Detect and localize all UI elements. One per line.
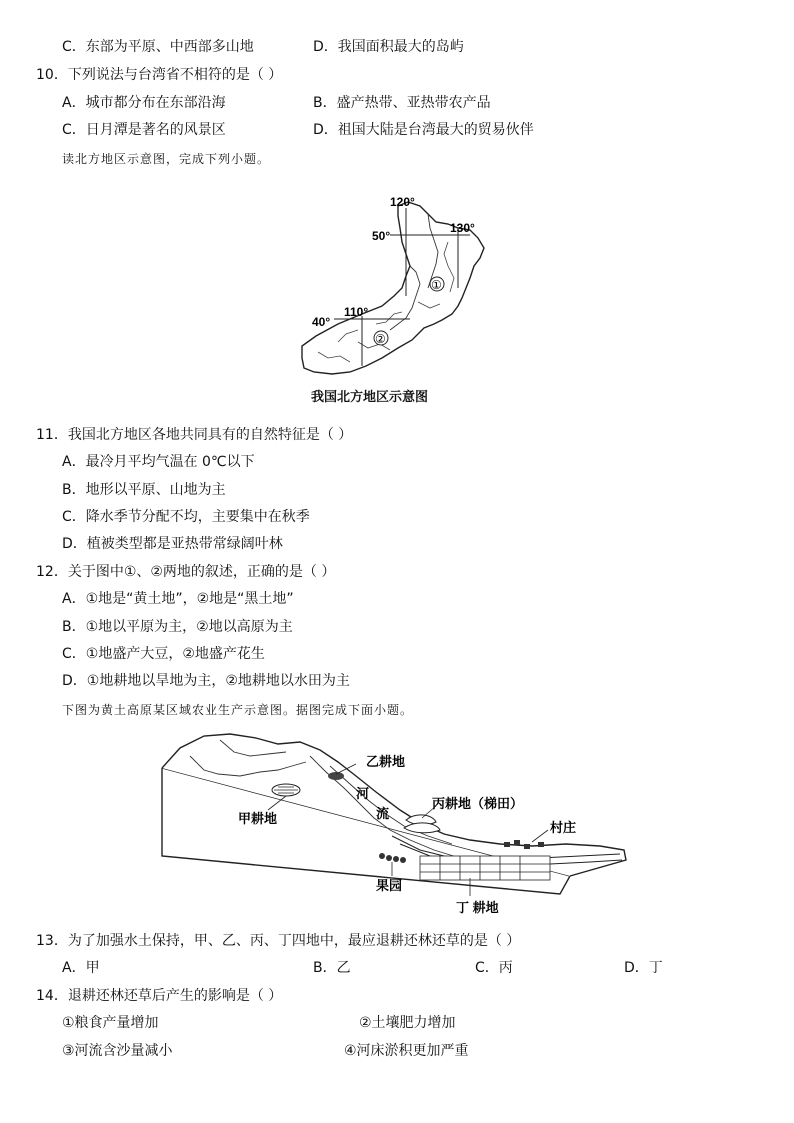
label-bing-field: 丙耕地（梯田） [432,796,524,811]
label-yi-field: 乙耕地 [366,754,406,769]
q13-option-b: B．乙 [313,960,351,976]
label-ding-field: 丁 耕地 [456,900,499,915]
q12-option-a: A．①地是“黄土地”，②地是“黑土地” [62,591,294,607]
label-region-1: ① [431,278,442,292]
label-region-2: ② [375,332,386,346]
q12-option-b: B．①地以平原为主，②地以高原为主 [62,619,293,635]
q10-option-c: C．日月潭是著名的风景区 [62,122,226,138]
q13-option-c: C．丙 [475,960,513,976]
q9-option-c: C．东部为平原、中西部多山地 [62,39,254,55]
q13-option-d: D．丁 [624,960,663,976]
loess-plateau-diagram [160,726,630,922]
label-lat-40: 40° [312,315,331,329]
q13-stem: 13．为了加强水土保持，甲、乙、丙、丁四地中，最应退耕还林还草的是（ ） [36,933,521,949]
q10-option-b: B．盛产热带、亚热带农产品 [313,95,491,111]
q9-option-d: D．我国面积最大的岛屿 [313,39,464,55]
intro-loess-diagram: 下图为黄土高原某区域农业生产示意图。据图完成下面小题。 [62,703,414,717]
label-lat-50: 50° [372,229,391,243]
map-caption: 我国北方地区示意图 [311,390,429,405]
q10-stem: 10．下列说法与台湾省不相符的是（ ） [36,67,283,83]
label-lon-120: 120° [390,195,415,209]
q14-stem: 14．退耕还林还草后产生的影响是（ ） [36,988,283,1004]
q12-stem: 12．关于图中①、②两地的叙述，正确的是（ ） [36,564,336,580]
label-river-liu: 流 [376,806,390,821]
label-lon-110: 110° [344,305,369,319]
q11-stem: 11．我国北方地区各地共同具有的自然特征是（ ） [36,427,353,443]
label-lon-130: 130° [450,221,475,235]
label-village: 村庄 [550,820,577,835]
north-china-map [298,192,498,382]
label-jia-field: 甲耕地 [238,811,278,826]
q11-option-b: B．地形以平原、山地为主 [62,482,226,498]
q10-option-a: A．城市都分布在东部沿海 [62,95,226,111]
q14-option-1: ①粮食产量增加 [62,1015,159,1031]
q12-option-c: C．①地盛产大豆，②地盛产花生 [62,646,265,662]
label-orchard: 果园 [376,878,403,893]
q13-option-a: A．甲 [62,960,100,976]
intro-north-map: 读北方地区示意图，完成下列小题。 [62,152,271,166]
q14-option-2: ②土壤肥力增加 [359,1015,456,1031]
q11-option-d: D．植被类型都是亚热带常绿阔叶林 [62,536,283,552]
q14-option-4: ④河床淤积更加严重 [344,1043,469,1059]
q10-option-d: D．祖国大陆是台湾最大的贸易伙伴 [313,122,534,138]
q12-option-d: D．①地耕地以旱地为主，②地耕地以水田为主 [62,673,350,689]
q11-option-a: A．最冷月平均气温在 0℃以下 [62,454,255,470]
q11-option-c: C．降水季节分配不均，主要集中在秋季 [62,509,310,525]
q14-option-3: ③河流含沙量减小 [62,1043,173,1059]
label-river-he: 河 [356,786,370,801]
